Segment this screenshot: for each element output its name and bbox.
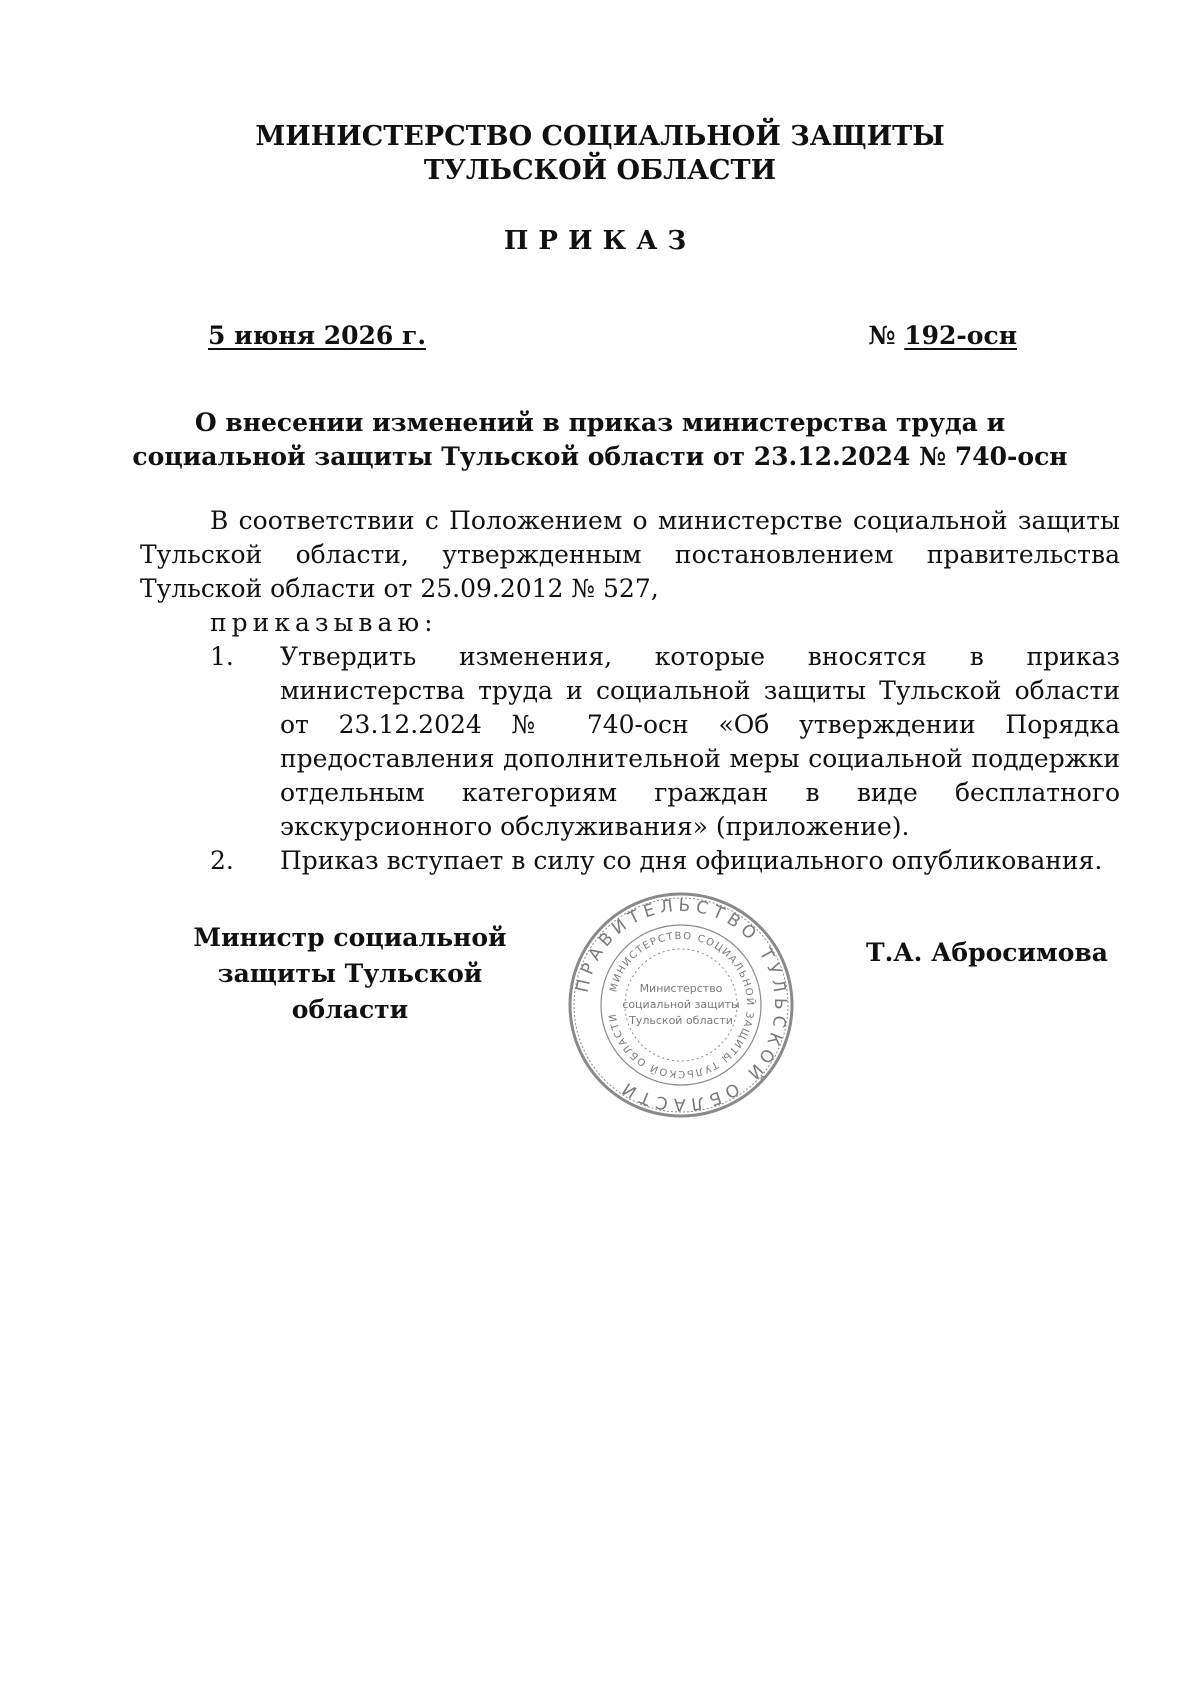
seal-center-line1: Министерство bbox=[639, 982, 723, 995]
official-seal bbox=[566, 890, 796, 1120]
seal-center-line3: Тульской области bbox=[629, 1014, 733, 1027]
order-item bbox=[140, 844, 1120, 878]
decree-word: приказываю: bbox=[210, 608, 438, 637]
signatory-name: Т.А. Абросимова bbox=[866, 938, 1108, 967]
signatory-position-line1: Министр социальной bbox=[193, 923, 507, 952]
item-text: Утвердить изменения, которые вносятся в приказ министерства труда и социальной защиты Тульской области от 23.12.2024 № 740-осн «Об утверждении Порядка предоставления дополнительной меры социальной поддержки отдельным категориям граждан в виде бесплатного экскурсионного обслуживания» (приложение). bbox=[280, 642, 1120, 841]
order-date: 5 июня 2026 г. bbox=[208, 321, 427, 350]
order-number-value: 192-осн bbox=[904, 321, 1017, 350]
order-item bbox=[140, 640, 1120, 844]
order-body bbox=[140, 504, 1120, 878]
ministry-title-line2: ТУЛЬСКОЙ ОБЛАСТИ bbox=[423, 155, 777, 186]
item-number: 2. bbox=[210, 846, 234, 875]
document-type: ПРИКАЗ bbox=[503, 226, 697, 256]
preamble: В соответствии с Положением о министерстве социальной защиты Тульской области, утвержденным постановлением правительства Тульской области от 25.09.2012 № 527, bbox=[140, 506, 1120, 603]
order-number-prefix: № bbox=[868, 321, 905, 350]
seal-outer-text: ПРАВИТЕЛЬСТВО ТУЛЬСКОЙ ОБЛАСТИ bbox=[572, 895, 791, 1115]
item-number: 1. bbox=[210, 642, 234, 671]
item-text: Приказ вступает в силу со дня официального опубликования. bbox=[280, 846, 1103, 875]
order-number bbox=[868, 321, 1017, 350]
ministry-title-line1: МИНИСТЕРСТВО СОЦИАЛЬНОЙ ЗАЩИТЫ bbox=[255, 121, 945, 152]
subject-line1: О внесении изменений в приказ министерства труда и bbox=[194, 408, 1006, 437]
seal-inner-text: МИНИСТЕРСТВО СОЦИАЛЬНОЙ ЗАЩИТЫ ТУЛЬСКОЙ ОБЛАСТИ bbox=[607, 930, 756, 1080]
signatory-position bbox=[160, 920, 540, 1028]
subject-line2: социальной защиты Тульской области от 23.12.2024 № 740-осн bbox=[132, 442, 1068, 471]
signatory-position-line2: защиты Тульской области bbox=[217, 959, 483, 1024]
seal-center-line2: социальной защиты bbox=[622, 998, 740, 1011]
